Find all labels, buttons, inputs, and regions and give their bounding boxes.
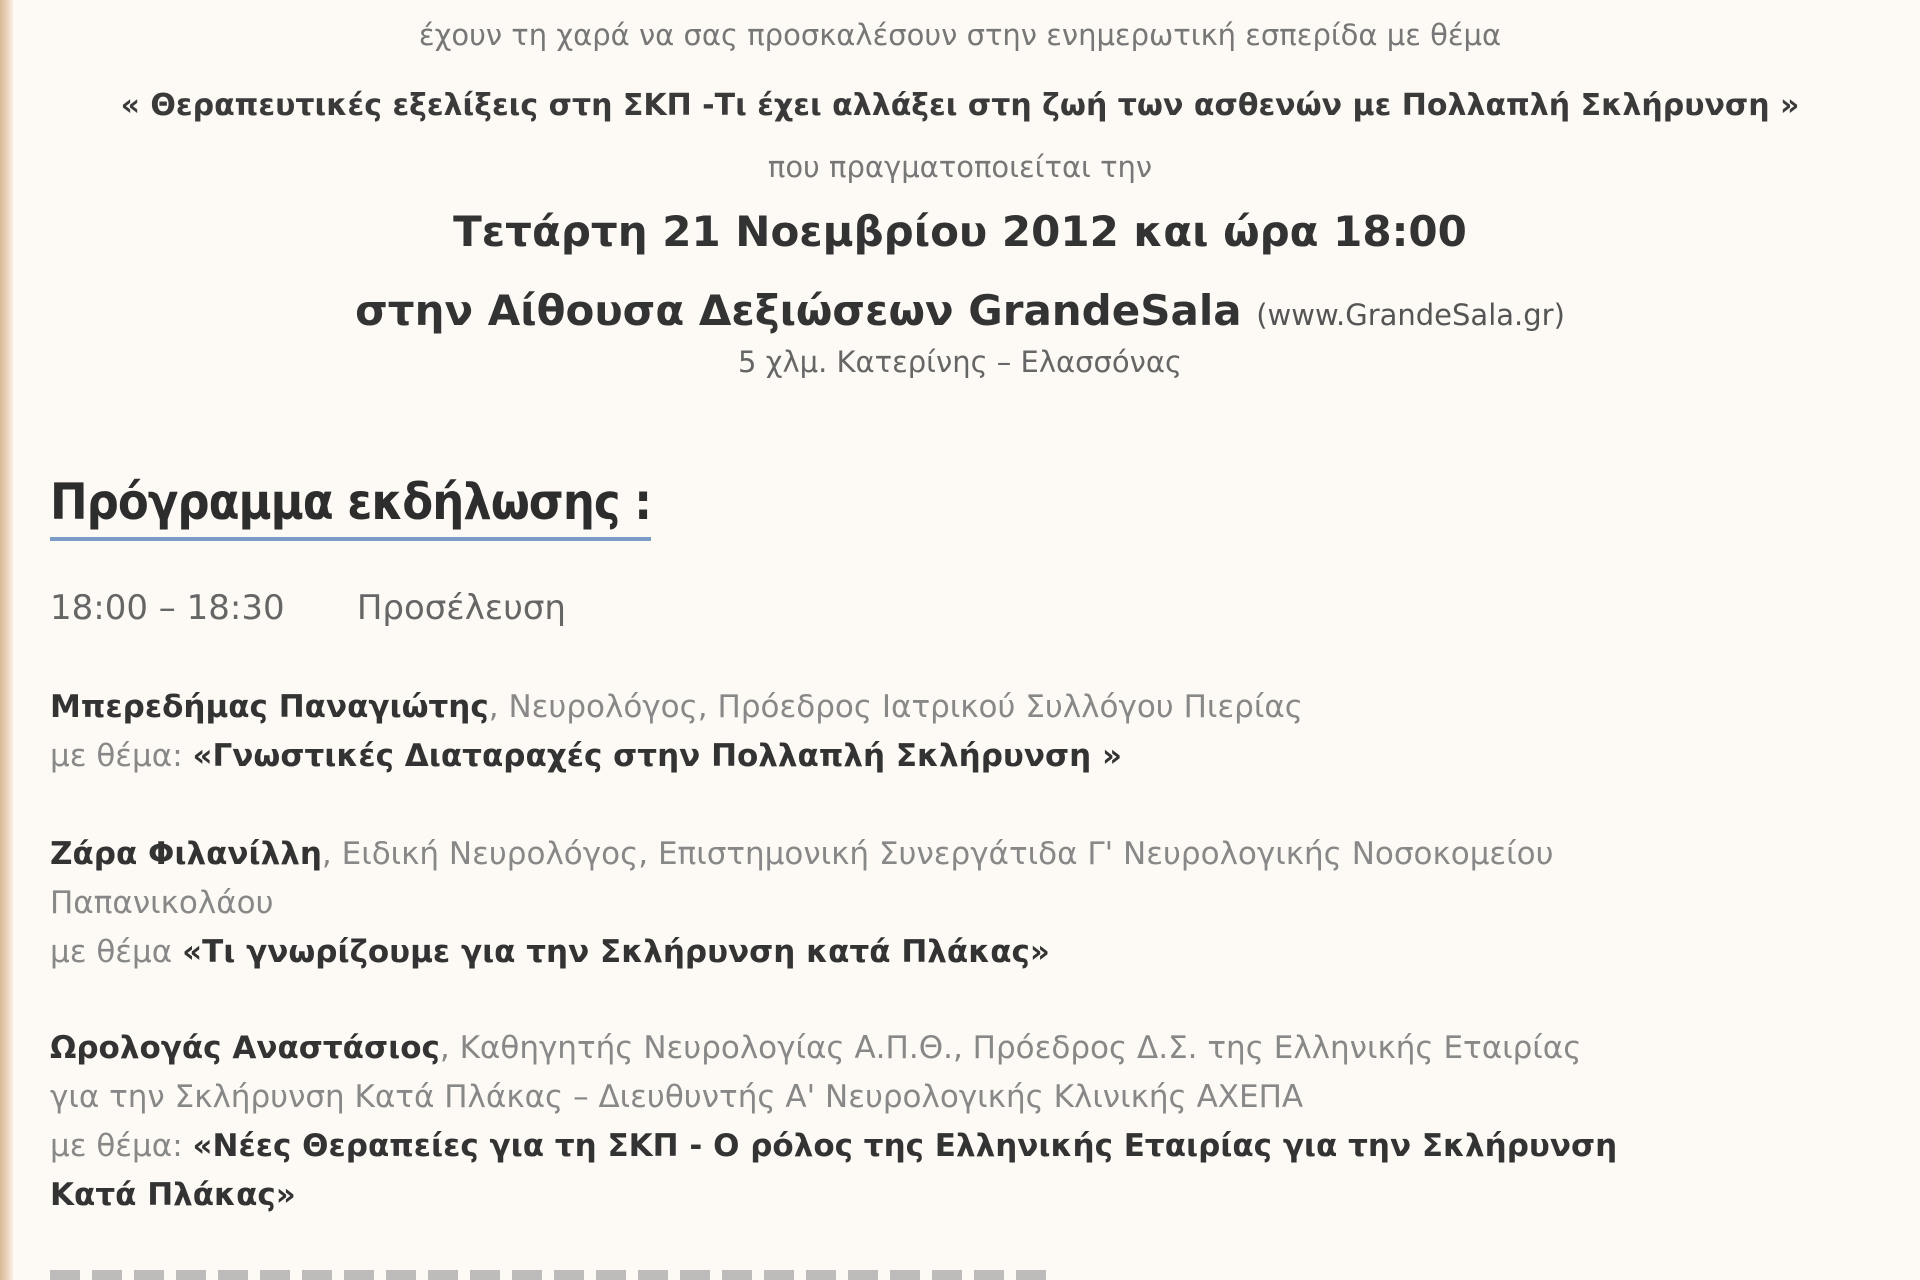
speaker-topic-continued: Κατά Πλάκας» (50, 1177, 296, 1213)
intro-text: έχουν τη χαρά να σας προσκαλέσουν στην ενημερωτική εσπερίδα με θέμα (418, 18, 1502, 52)
speaker-topic: «Τι γνωρίζουμε για την Σκλήρυνση κατά Πλάκας» (182, 934, 1050, 970)
venue-location: 5 χλμ. Κατερίνης – Ελασσόνας (738, 345, 1182, 379)
speaker-role: , Καθηγητής Νευρολογίας Α.Π.Θ., Πρόεδρος Δ.Σ. της Ελληνικής Εταιρίας (439, 1030, 1582, 1066)
speaker-topic-line (50, 1122, 1690, 1171)
speaker-role-continued: Παπανικολάου (50, 885, 274, 921)
cut-off-text-line (50, 1270, 1050, 1280)
speaker-role-line (50, 830, 1690, 879)
speaker-entry (50, 830, 1690, 977)
speaker-topic-line (50, 732, 1690, 781)
topic-prefix: με θέμα: (50, 1128, 193, 1164)
speaker-role: , Νευρολόγος, Πρόεδρος Ιατρικού Συλλόγου Πιερίας (488, 689, 1303, 725)
arrival-row (50, 588, 566, 628)
speaker-name: Μπερεδήμας Παναγιώτης (50, 689, 489, 725)
speaker-topic: «Νέες Θεραπείες για τη ΣΚΠ - Ο ρόλος της Ελληνικής Εταιρίας για την Σκλήρυνση (192, 1128, 1618, 1164)
program-heading: Πρόγραμμα εκδήλωσης : (50, 473, 651, 541)
arrival-label: Προσέλευση (356, 588, 566, 628)
topic-prefix: με θέμα: (50, 738, 193, 774)
event-subject: « Θεραπευτικές εξελίξεις στη ΣΚΠ -Τι έχει αλλάξει στη ζωή των ασθενών με Πολλαπλή Σκλήρυνση » (120, 88, 1800, 123)
speaker-topic: «Γνωστικές Διαταραχές στην Πολλαπλή Σκλήρυνση » (192, 738, 1123, 774)
topic-prefix: με θέμα (50, 934, 183, 970)
left-page-border (0, 0, 14, 1280)
arrival-time: 18:00 – 18:30 (50, 588, 285, 628)
held-on-text: που πραγματοποιείται την (767, 150, 1153, 184)
venue-url: (www.GrandeSala.gr) (1256, 298, 1565, 332)
speaker-name: Ζάρα Φιλανίλλη (50, 836, 322, 872)
event-venue (0, 286, 1920, 335)
speaker-role-continued: για την Σκλήρυνση Κατά Πλάκας – Διευθυντής Α' Νευρολογικής Κλινικής ΑΧΕΠΑ (50, 1079, 1304, 1115)
venue-name: στην Αίθουσα Δεξιώσεων GrandeSala (355, 286, 1242, 335)
speaker-role: , Ειδική Νευρολόγος, Επιστημονική Συνεργάτιδα Γ' Νευρολογικής Νοσοκομείου (321, 836, 1554, 872)
speaker-topic-line (50, 928, 1690, 977)
speaker-role-line (50, 683, 1690, 732)
speaker-entry (50, 683, 1690, 781)
speaker-role-line (50, 1024, 1690, 1073)
speaker-name: Ωρολογάς Αναστάσιος (50, 1030, 440, 1066)
event-date-time: Τετάρτη 21 Νοεμβρίου 2012 και ώρα 18:00 (453, 207, 1467, 256)
speaker-entry (50, 1024, 1690, 1220)
